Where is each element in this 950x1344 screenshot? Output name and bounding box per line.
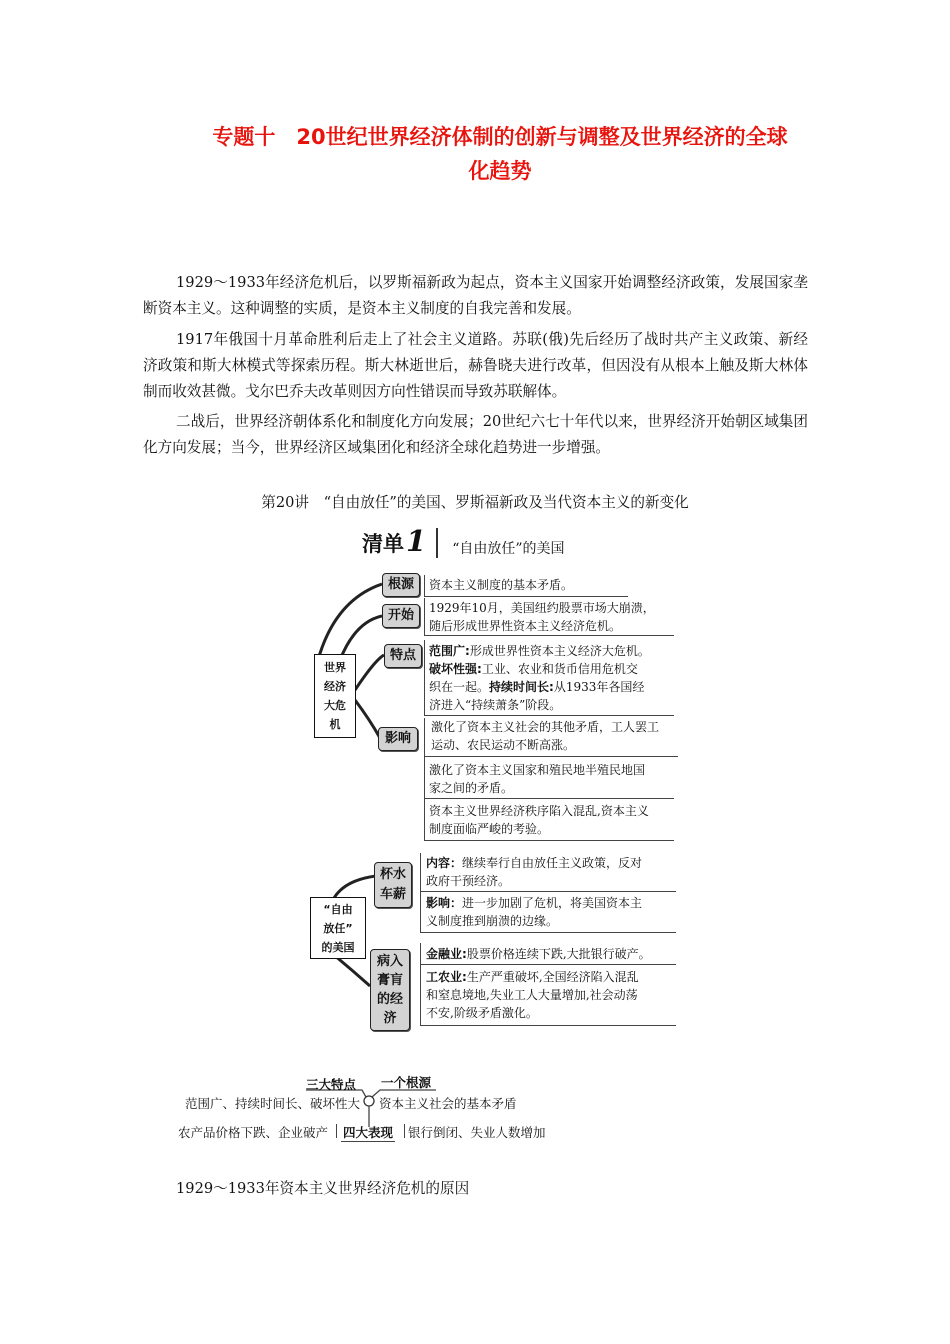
intro-paragraph-3: 二战后，世界经济朝体系化和制度化方向发展；20世纪六七十年代以来，世界经济开始朝区域集团化方向发展；当今，世界经济区域集团化和经济全球化趋势进一步增强。 — [143, 413, 808, 456]
features-summary-text: 范围广、持续时间长、破坏性大 — [185, 1096, 361, 1111]
underline — [420, 932, 676, 933]
tag-impact: 影响 — [378, 727, 418, 751]
connector-impact — [355, 700, 380, 738]
impact1-line2: 运动、农民运动不断高涨。 — [431, 738, 576, 752]
connector-feature — [355, 655, 384, 690]
content-text-1: 继续奉行自由放任主义政策，反对 — [462, 856, 643, 870]
four-right-text: 银行倒闭、失业人数增加 — [408, 1125, 546, 1140]
influence-text-1: 进一步加剧了危机，将美国资本主 — [462, 896, 643, 910]
industry-line1 — [426, 968, 639, 986]
key-finance: 金融业: — [426, 947, 467, 961]
underline — [424, 840, 674, 841]
one-root-label: 一个根源 — [381, 1075, 432, 1090]
content-line2: 政府干预经济。 — [426, 874, 511, 888]
impact3-line2: 制度面临严峻的考验。 — [429, 822, 550, 836]
key-content: 内容： — [426, 856, 463, 870]
industry-line2: 和窒息境地,失业工人大量增加,社会动荡 — [426, 988, 638, 1002]
tag-root-cause: 根源 — [382, 573, 420, 597]
key-influence: 影响： — [426, 896, 463, 910]
four-left-text: 农产品价格下跌、企业破产 — [178, 1125, 329, 1140]
tag-start: 开始 — [382, 604, 420, 628]
features-line2 — [429, 660, 638, 678]
bracket-left — [336, 1124, 337, 1138]
tag-drop-in-bucket — [374, 862, 412, 908]
features-text-1: 形成世界性资本主义经济大危机。 — [469, 644, 650, 658]
tag-line: 杯水 — [379, 867, 406, 882]
tag-line: 病入 — [376, 954, 403, 969]
intro-paragraph-2: 1917年俄国十月革命胜利后走上了社会主义道路。苏联(俄)先后经历了战时共产主义政策、新经济政策和斯大林模式等探索历程。斯大林逝世后，赫鲁晓夫进行改革，但因没有从根本上触及斯大林体制而收效甚微。戈尔巴乔夫改革则因方向性错误而导致苏联解体。 — [143, 331, 808, 400]
tag-line: 膏肓 — [376, 973, 403, 988]
underline — [424, 635, 674, 636]
title-line-1: 专题十 20世纪世界经济体制的创新与调整及世界经济的全球 — [212, 125, 788, 149]
tag-features: 特点 — [384, 644, 422, 668]
connector-cup — [334, 876, 376, 898]
key-industry-agriculture: 工农业: — [426, 970, 467, 984]
underline — [420, 1025, 676, 1026]
underline — [420, 964, 676, 965]
summary-center-dot — [364, 1096, 374, 1106]
checklist-number: 1 — [406, 524, 427, 558]
underline — [420, 891, 676, 892]
bracket — [420, 943, 421, 1025]
underline — [424, 798, 674, 799]
lecture-heading: 第20讲 “自由放任”的美国、罗斯福新政及当代资本主义的新变化 — [261, 494, 689, 511]
bracket — [424, 718, 425, 840]
features-line4: 济进入“持续萧条”阶段。 — [429, 698, 562, 712]
impact2-line2: 家之间的矛盾。 — [429, 781, 514, 795]
key-wide-range: 范围广: — [429, 644, 470, 658]
connector-ill — [334, 955, 370, 986]
root-summary-text: 资本主义社会的基本矛盾 — [379, 1096, 517, 1111]
diagram2-root — [310, 897, 366, 959]
finance-text: 股票价格连续下跌,大批银行破产。 — [466, 947, 651, 961]
root-line: 经济 — [324, 680, 346, 693]
root-line: 机 — [329, 718, 341, 731]
tag-line: 济 — [383, 1011, 397, 1026]
title-line-2: 化趋势 — [468, 159, 532, 183]
bracket — [424, 575, 425, 596]
four-manifestations-label: 四大表现 — [343, 1125, 394, 1140]
features-line1 — [429, 642, 650, 660]
three-features-label: 三大特点 — [306, 1077, 357, 1092]
checklist-word: 清单 — [362, 532, 404, 556]
root-line: 世界 — [324, 661, 346, 674]
features-text-3a: 织在一起。 — [429, 680, 490, 694]
tag-line: 车薪 — [379, 887, 406, 902]
bracket — [420, 853, 421, 932]
tag-line: 的经 — [376, 992, 403, 1007]
key-long-duration: 持续时间长: — [489, 680, 554, 694]
root-line: 放任” — [323, 922, 353, 935]
underline — [424, 715, 674, 716]
root-cause-text: 资本主义制度的基本矛盾。 — [429, 578, 574, 592]
key-destructive: 破坏性强: — [429, 662, 482, 676]
start-text-line1: 1929年10月，美国纽约股票市场大崩溃， — [429, 601, 655, 615]
connector-root — [318, 584, 382, 660]
section-caption: 1929～1933年资本主义世界经济危机的原因 — [176, 1180, 470, 1197]
industry-text-1: 生产严重破坏,全国经济陷入混乱 — [466, 970, 639, 984]
diagram1-root — [314, 654, 356, 738]
root-line: 的美国 — [321, 941, 355, 954]
impact2-line1: 激化了资本主义国家和殖民地半殖民地国 — [429, 763, 646, 777]
bracket — [424, 640, 425, 715]
underline — [424, 756, 678, 757]
features-text-3b: 从1933年各国经 — [553, 680, 645, 694]
impact3-line1: 资本主义世界经济秩序陷入混乱,资本主义 — [429, 804, 649, 818]
root-line: “自由 — [323, 903, 353, 916]
features-text-2: 工业、农业和货币信用危机交 — [481, 662, 638, 676]
industry-line3: 不安,阶级矛盾激化。 — [426, 1006, 538, 1020]
impact1-line1: 激化了资本主义社会的其他矛盾，工人罢工 — [431, 720, 660, 734]
tag-terminal-economy — [370, 949, 410, 1031]
influence-line1 — [426, 894, 642, 912]
checklist-subtitle: “自由放任”的美国 — [452, 541, 565, 557]
content-line1 — [426, 854, 642, 872]
root-line: 大危 — [324, 699, 346, 712]
underline — [424, 596, 628, 597]
bracket — [424, 598, 425, 635]
start-text-line2: 随后形成世界性资本主义经济危机。 — [429, 619, 622, 633]
bracket-right — [404, 1124, 405, 1138]
influence-line2: 义制度推到崩溃的边缘。 — [426, 914, 559, 928]
features-line3 — [429, 678, 644, 696]
finance-line — [426, 945, 651, 963]
intro-paragraph-1: 1929～1933年经济危机后，以罗斯福新政为起点，资本主义国家开始调整经济政策，发展国家垄断资本主义。这种调整的实质，是资本主义制度的自我完善和发展。 — [143, 274, 808, 317]
